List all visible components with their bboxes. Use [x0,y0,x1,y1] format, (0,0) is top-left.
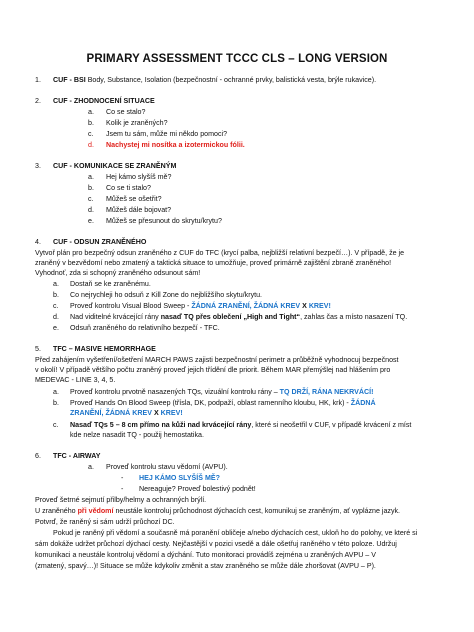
list-item: Kolik je zraněných? [106,119,168,127]
item-emphasis: Nasaď TQs 5 – 8 cm přímo na kůži nad krvácející rány [70,421,252,429]
paragraph-line: MEDEVAC - LINE 3, 4, 5. [35,376,116,384]
list-item [70,421,411,430]
section-heading: CUF - BSI [53,76,86,84]
list-item: Můžeš se ošetřit? [106,195,162,203]
item-text: , které si neošetřil v CUF, v případě krvácení z míst [251,421,412,429]
paragraph-line: komunikaci a neustále kontroluj vědomí a dýchání. Tuto monitoraci provádíš zejména u zraněných AVPU – V [35,551,376,559]
line-text: U zraněného [35,507,78,515]
paragraph-line [35,507,400,516]
paragraph-line: Potvrď, že raněný si sám udrží průchozí DC. [35,518,175,526]
section-heading: CUF - ODSUN ZRANĚNÉHO [53,238,147,246]
section-number: 5. [35,345,41,353]
paragraph-line: zraněný v bezvědomí nebo zmatený a taktická situace to umožňuje, proveď primárně zajištění zbraně zraněného! [35,259,392,267]
item-separator: X [151,409,161,417]
list-marker: e. [53,324,59,332]
list-marker: d. [88,141,94,149]
list-marker: c. [53,421,59,429]
paragraph-line: Proveď šetrné sejmutí přilby/helmy a ochranných brýlí. [35,496,207,504]
list-marker: a. [53,388,59,396]
list-item-continuation [70,409,183,418]
item-text: Nad viditelné krvácející rány [70,313,161,321]
item-highlight: ŽÁDNÁ ZRANĚNÍ, ŽÁDNÁ KREV [191,302,301,310]
list-item [70,399,376,408]
paragraph-line: Vytvoř plán pro bezpečný odsun zraněného z CUF do TFC (krycí palba, nejbližší relativní bezpečí…). V případě, že je [35,249,405,257]
sub-item-highlight: HEJ KÁMO SLYŠÍŠ MĚ? [139,474,220,482]
list-marker: b. [88,184,94,192]
line-text: neustále kontroluj průchodnost dýchacích cest, komunikuj se zraněným, ať vyplázne jazyk. [113,507,401,515]
list-marker: b. [53,399,59,407]
item-emphasis: nasaď TQ přes oblečení „High and Tight“ [160,313,301,321]
list-marker: c. [88,195,94,203]
section-heading: CUF - ZHODNOCENÍ SITUACE [53,97,155,105]
section-heading: TFC - AIRWAY [53,452,101,460]
page-title: PRIMARY ASSESSMENT TCCC CLS – LONG VERSION [86,53,388,65]
list-item [70,302,331,311]
list-marker: b. [88,119,94,127]
list-item: Hej kámo slyšíš mě? [106,173,172,181]
list-item [70,313,407,322]
section-heading: CUF - KOMUNIKACE SE ZRANĚNÝM [53,162,177,170]
item-highlight: ŽÁDNÁ [350,399,376,407]
item-text: , zahlas čas a místo nasazení TQ. [300,313,408,321]
list-marker: a. [53,280,59,288]
list-marker: e. [88,217,94,225]
list-item: Co se stalo? [106,108,146,116]
list-item: Můžeš se přesunout do skrytu/krytu? [106,217,222,225]
item-text: Proveď kontrolu prvotně nasazených TQs, vizuální kontrolu rány – [70,388,280,396]
item-text: Proveď Hands On Blood Sweep (tříslа, DK, podpaží, oblast ramenního kloubu, HK, krk) - [70,399,351,407]
list-marker: d. [88,206,94,214]
paragraph-line: sám dokáže udržet průchozí dýchací cesty. Nejčastější v pozici vsedě a dále ošetřuj raněného v této poloze. Udržuj [35,540,397,548]
section-number: 6. [35,452,41,460]
list-marker: a. [88,463,94,471]
item-separator: X [300,302,309,310]
paragraph-line: Vyhodnoť, zda si schopný zraněného odsunout sám! [35,269,201,277]
dash-marker: - [121,485,124,493]
list-marker: a. [88,108,94,116]
item-highlight: TQ DRŽÍ, RÁNA NEKRVÁCÍ! [279,388,374,396]
line-highlight: při vědomí [77,507,114,515]
dash-marker: - [121,474,124,482]
list-item: Odsuň zraněného do relativního bezpečí - TFC. [70,324,220,332]
item-highlight: KREV! [160,409,183,417]
list-item: Proveď kontrolu stavu vědomí (AVPU). [106,463,228,471]
section-text: Body, Substance, Isolation (bezpečnostní - ochranné prvky, balistická vesta, brýle rukavice). [85,76,377,84]
section-number: 3. [35,162,41,170]
sub-item: Nereaguje? Proveď bolestivý podnět! [139,485,256,493]
list-item: Co se ti stalo? [106,184,151,192]
list-item: Můžeš dále bojovat? [106,206,172,214]
list-marker: b. [53,291,59,299]
list-marker: a. [88,173,94,181]
item-highlight: KREV! [308,302,331,310]
item-highlight: ZRANĚNÍ, ŽÁDNÁ KREV [70,409,152,417]
section-number: 4. [35,238,41,246]
paragraph-line: Před zahájením vyšetření/ošetření MARCH PAWS zajisti bezpečnostní perimetr a průběžně vyhodnocuj bezpečnost [35,356,399,364]
list-item-continuation: kde nelze nasadit TQ - použij hemostatika. [70,431,204,439]
paragraph-line: (zmatený, spavý…)! Situace se může kdykoliv změnit a stav zraněného se může dále zhoršovat (AVPU – P). [35,562,376,570]
item-text: Proveď kontrolu Visual Blood Sweep - [70,302,192,310]
section-number: 2. [35,97,41,105]
list-marker: c. [88,130,94,138]
section-1-line [53,76,376,85]
section-heading: TFC – MASIVE HEMORRHAGE [53,345,156,353]
list-marker: c. [53,302,59,310]
section-number: 1. [35,76,41,84]
list-item: Co nejrychleji ho odsuň z Kill Zone do nejbližšího skytu/krytu. [70,291,263,299]
paragraph-line: Pokud je raněný při vědomí a současně má poranění obličeje a/nebo dýchacích cest, ukloň ho do polohy, ve které si [53,529,418,537]
list-marker: d. [53,313,59,321]
list-item: Dostaň se ke zraněnému. [70,280,151,288]
list-item: Jsem tu sám, může mi někdo pomoci? [106,130,228,138]
list-item-warning: Nachystej mi nosítka a izotermickou fólii. [106,141,245,149]
paragraph-line: v okolí! V případě většího počtu zraněný proveď jejich třídění dle priorit. Během MAR přemýšlej nad hlášením pro [35,366,391,374]
list-item [70,388,373,397]
